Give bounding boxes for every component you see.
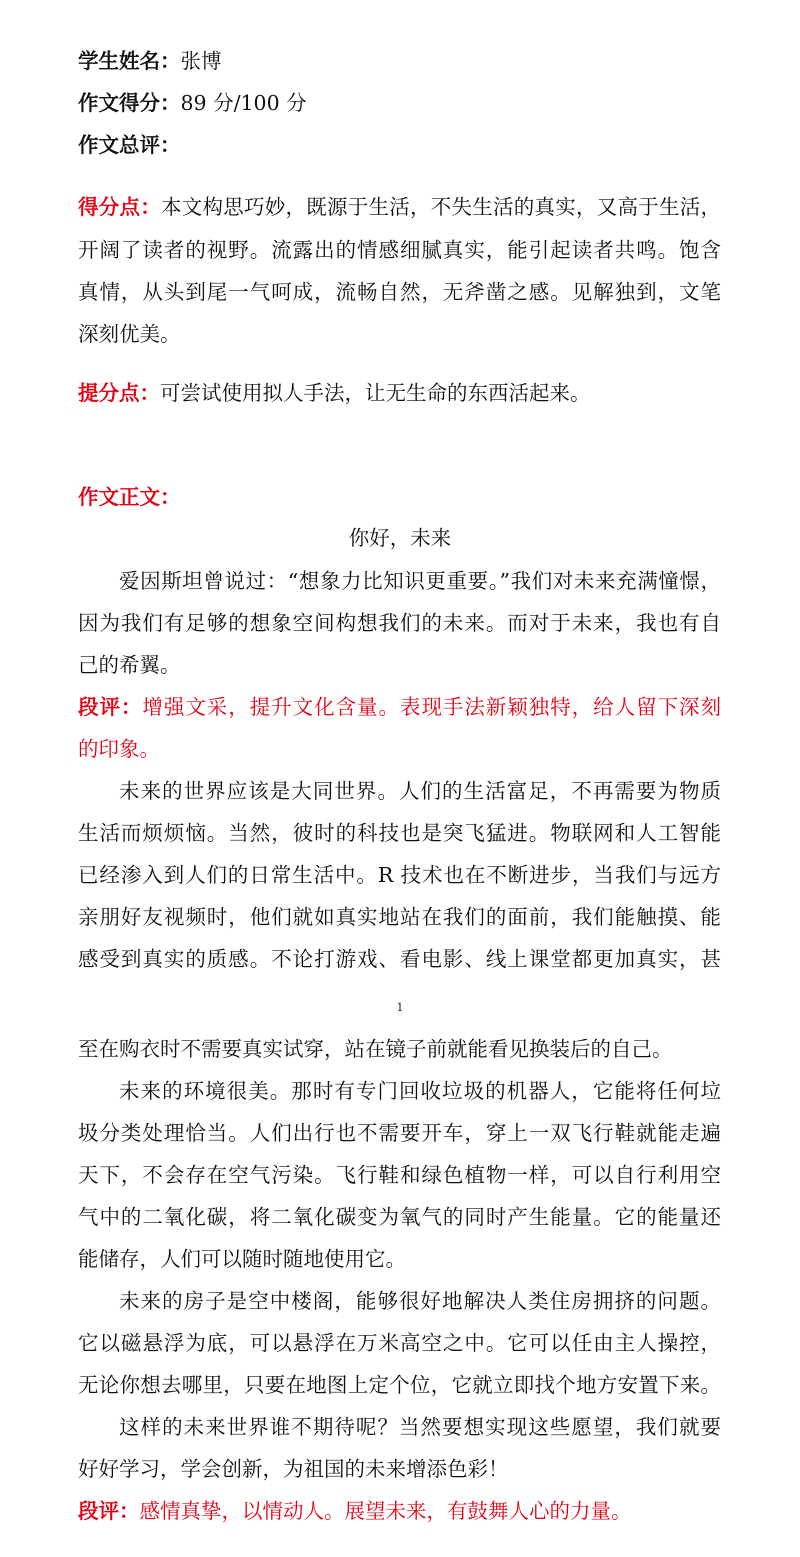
p3-line-3: 天下，不会存在空气污染。飞行鞋和绿色植物一样，可以自行利用空 (78, 1163, 721, 1187)
strengths-line-4: 深刻优美。 (78, 322, 181, 346)
p2-line-4: 亲朋好友视频时，他们就如真实地站在我们的面前，我们能触摸、能 (78, 905, 721, 929)
p3-line-4: 气中的二氧化碳，将二氧化碳变为氧气的同时产生能量。它的能量还 (78, 1205, 721, 1229)
student-name-line (78, 48, 222, 74)
p4-line-3: 无论你想去哪里，只要在地图上定个位，它就立即找个地方安置下来。 (78, 1373, 721, 1397)
p1-line-3: 己的希翼。 (78, 653, 181, 677)
strengths-line-1 (78, 194, 721, 220)
comment2-text: 感情真挚，以情动人。展望未来，有鼓舞人心的力量。 (139, 1499, 632, 1523)
page-number: 1 (396, 1001, 404, 1014)
p1-line-2: 因为我们有足够的想象空间构想我们的未来。而对于未来，我也有自 (78, 611, 721, 635)
p5-line-2: 好好学习，学会创新，为祖国的未来增添色彩！ (78, 1457, 509, 1481)
essay-title: 你好，未来 (348, 526, 452, 550)
improve-label: 提分点： (78, 381, 160, 405)
strengths-line-2: 开阔了读者的视野。流露出的情感细腻真实，能引起读者共鸣。饱含 (78, 238, 721, 262)
score-line (78, 90, 307, 116)
p1-line-1: 爱因斯坦曾说过：“想象力比知识更重要。”我们对未来充满憧憬， (119, 569, 721, 593)
student-name-value: 张博 (180, 49, 222, 73)
comment1-line-1 (78, 694, 721, 720)
p3-line-5: 能储存，人们可以随时随地使用它。 (78, 1247, 406, 1271)
strengths-label: 得分点： (78, 195, 161, 219)
p2-line-1: 未来的世界应该是大同世界。人们的生活富足，不再需要为物质 (119, 779, 721, 803)
p5-line-1: 这样的未来世界谁不期待呢？当然要想实现这些愿望，我们就要 (119, 1415, 721, 1439)
strengths-text-1: 本文构思巧妙，既源于生活，不失生活的真实，又高于生活， (161, 195, 721, 219)
improve-text: 可尝试使用拟人手法，让无生命的东西活起来。 (160, 381, 591, 405)
comment1-line-2: 的印象。 (78, 737, 160, 761)
comment1-text-1: 增强文采，提升文化含量。表现手法新颖独特，给人留下深刻 (142, 695, 722, 719)
student-name-label: 学生姓名： (78, 49, 181, 73)
essay-section-heading: 作文正文： (78, 485, 181, 509)
p4-line-2: 它以磁悬浮为底，可以悬浮在万米高空之中。它可以任由主人操控， (78, 1331, 721, 1355)
comment1-label: 段评： (78, 695, 143, 719)
improve-line (78, 380, 591, 406)
comment2-label: 段评： (78, 1499, 140, 1523)
p3-line-1: 未来的环境很美。那时有专门回收垃圾的机器人，它能将任何垃 (119, 1079, 721, 1103)
score-label: 作文得分： (78, 91, 181, 115)
p3-line-2: 圾分类处理恰当。人们出行也不需要开车，穿上一双飞行鞋就能走遍 (78, 1121, 721, 1145)
comment2-line (78, 1498, 632, 1524)
strengths-line-3: 真情，从头到尾一气呵成，流畅自然，无斧凿之感。见解独到，文笔 (78, 280, 721, 304)
p2-line-5: 感受到真实的质感。不论打游戏、看电影、线上课堂都更加真实，甚 (78, 947, 721, 971)
p2-continuation: 至在购衣时不需要真实试穿，站在镜子前就能看见换装后的自己。 (78, 1037, 673, 1061)
p2-line-2: 生活而烦烦恼。当然，彼时的科技也是突飞猛进。物联网和人工智能 (78, 821, 721, 845)
p4-line-1: 未来的房子是空中楼阁，能够很好地解决人类住房拥挤的问题。 (119, 1289, 721, 1313)
review-heading: 作文总评： (78, 133, 181, 157)
score-value: 89 分/100 分 (180, 91, 307, 115)
p2-line-3: 已经渗入到人们的日常生活中。R 技术也在不断进步，当我们与远方 (78, 863, 721, 887)
